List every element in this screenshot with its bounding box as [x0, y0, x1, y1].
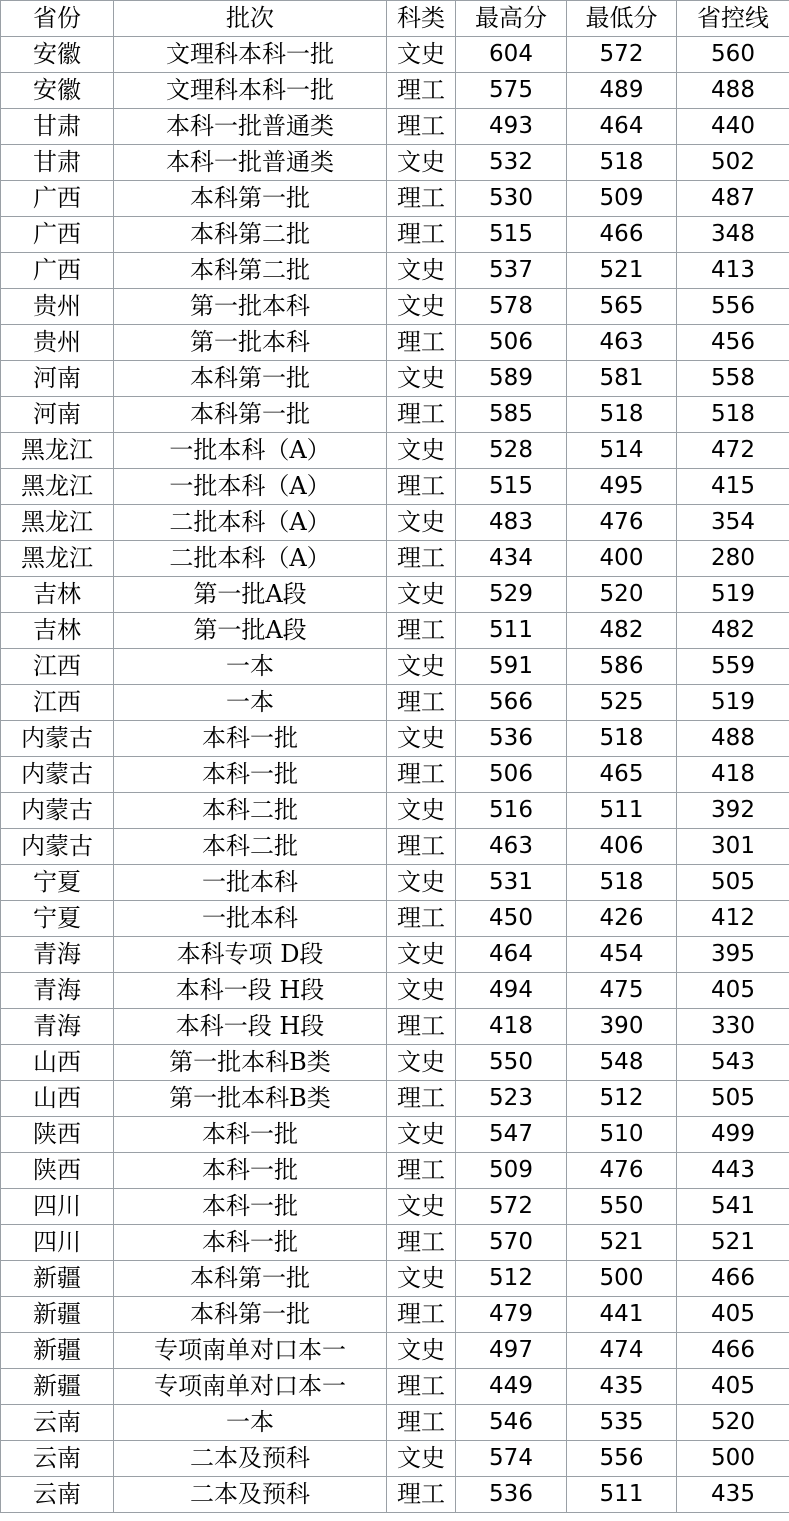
cell-max-score: 575: [456, 73, 567, 109]
cell-min-score: 586: [567, 649, 677, 685]
table-row: [1, 361, 789, 397]
cell-batch: 本科一批: [114, 721, 387, 757]
table-row: [1, 649, 789, 685]
cell-subject-type: 理工: [387, 757, 456, 793]
cell-max-score: 570: [456, 1225, 567, 1261]
cell-max-score: 493: [456, 109, 567, 145]
cell-province: 新疆: [1, 1261, 114, 1297]
cell-batch: 本科第一批: [114, 1261, 387, 1297]
cell-min-score: 565: [567, 289, 677, 325]
cell-province: 甘肃: [1, 109, 114, 145]
cell-min-score: 509: [567, 181, 677, 217]
cell-province: 吉林: [1, 613, 114, 649]
cell-subject-type: 文史: [387, 793, 456, 829]
table-row: [1, 145, 789, 181]
cell-control-line: 440: [677, 109, 789, 145]
cell-max-score: 547: [456, 1117, 567, 1153]
cell-control-line: 392: [677, 793, 789, 829]
cell-subject-type: 理工: [387, 829, 456, 865]
cell-province: 云南: [1, 1405, 114, 1441]
cell-subject-type: 理工: [387, 325, 456, 361]
cell-subject-type: 文史: [387, 1261, 456, 1297]
cell-control-line: 405: [677, 1297, 789, 1333]
cell-control-line: 405: [677, 973, 789, 1009]
table-row: [1, 1333, 789, 1369]
cell-min-score: 518: [567, 865, 677, 901]
cell-min-score: 548: [567, 1045, 677, 1081]
cell-control-line: 556: [677, 289, 789, 325]
cell-subject-type: 文史: [387, 577, 456, 613]
cell-province: 广西: [1, 253, 114, 289]
cell-min-score: 495: [567, 469, 677, 505]
cell-province: 安徽: [1, 37, 114, 73]
header-province: 省份: [1, 1, 114, 37]
cell-min-score: 406: [567, 829, 677, 865]
cell-province: 内蒙古: [1, 757, 114, 793]
cell-max-score: 515: [456, 217, 567, 253]
cell-batch: 本科一批: [114, 1153, 387, 1189]
cell-province: 青海: [1, 937, 114, 973]
cell-batch: 本科第二批: [114, 217, 387, 253]
header-batch: 批次: [114, 1, 387, 37]
cell-min-score: 510: [567, 1117, 677, 1153]
cell-subject-type: 文史: [387, 937, 456, 973]
header-max-score: 最高分: [456, 1, 567, 37]
cell-control-line: 559: [677, 649, 789, 685]
cell-province: 山西: [1, 1081, 114, 1117]
table-row: [1, 253, 789, 289]
cell-min-score: 476: [567, 505, 677, 541]
cell-batch: 第一批A段: [114, 577, 387, 613]
cell-min-score: 512: [567, 1081, 677, 1117]
table-row: [1, 1441, 789, 1477]
cell-subject-type: 文史: [387, 1333, 456, 1369]
cell-batch: 第一批本科: [114, 289, 387, 325]
table-row: [1, 1045, 789, 1081]
cell-subject-type: 文史: [387, 721, 456, 757]
cell-max-score: 523: [456, 1081, 567, 1117]
cell-max-score: 574: [456, 1441, 567, 1477]
cell-control-line: 519: [677, 685, 789, 721]
cell-batch: 本科一批普通类: [114, 145, 387, 181]
cell-province: 广西: [1, 217, 114, 253]
cell-subject-type: 理工: [387, 541, 456, 577]
cell-control-line: 412: [677, 901, 789, 937]
cell-province: 吉林: [1, 577, 114, 613]
cell-batch: 本科专项 D段: [114, 937, 387, 973]
cell-batch: 本科二批: [114, 829, 387, 865]
cell-batch: 本科一批普通类: [114, 109, 387, 145]
cell-batch: 第一批A段: [114, 613, 387, 649]
cell-min-score: 550: [567, 1189, 677, 1225]
table-row: [1, 37, 789, 73]
table-row: [1, 613, 789, 649]
header-subject-type: 科类: [387, 1, 456, 37]
cell-subject-type: 理工: [387, 109, 456, 145]
cell-min-score: 511: [567, 1477, 677, 1513]
cell-min-score: 525: [567, 685, 677, 721]
cell-batch: 第一批本科B类: [114, 1081, 387, 1117]
table-row: [1, 397, 789, 433]
cell-subject-type: 理工: [387, 181, 456, 217]
cell-max-score: 536: [456, 1477, 567, 1513]
cell-subject-type: 文史: [387, 433, 456, 469]
table-row: [1, 1081, 789, 1117]
cell-min-score: 511: [567, 793, 677, 829]
cell-control-line: 558: [677, 361, 789, 397]
cell-province: 甘肃: [1, 145, 114, 181]
cell-subject-type: 文史: [387, 37, 456, 73]
cell-min-score: 520: [567, 577, 677, 613]
cell-province: 黑龙江: [1, 505, 114, 541]
cell-control-line: 519: [677, 577, 789, 613]
cell-subject-type: 理工: [387, 685, 456, 721]
cell-min-score: 500: [567, 1261, 677, 1297]
cell-min-score: 556: [567, 1441, 677, 1477]
cell-subject-type: 文史: [387, 145, 456, 181]
cell-province: 黑龙江: [1, 541, 114, 577]
cell-batch: 二本及预科: [114, 1441, 387, 1477]
cell-batch: 专项南单对口本一: [114, 1369, 387, 1405]
cell-max-score: 506: [456, 325, 567, 361]
cell-subject-type: 理工: [387, 217, 456, 253]
cell-subject-type: 理工: [387, 73, 456, 109]
cell-max-score: 531: [456, 865, 567, 901]
cell-province: 河南: [1, 397, 114, 433]
cell-max-score: 546: [456, 1405, 567, 1441]
cell-max-score: 516: [456, 793, 567, 829]
cell-control-line: 500: [677, 1441, 789, 1477]
cell-min-score: 466: [567, 217, 677, 253]
cell-province: 贵州: [1, 289, 114, 325]
cell-max-score: 589: [456, 361, 567, 397]
cell-control-line: 502: [677, 145, 789, 181]
cell-control-line: 301: [677, 829, 789, 865]
cell-min-score: 514: [567, 433, 677, 469]
cell-province: 安徽: [1, 73, 114, 109]
table-row: [1, 901, 789, 937]
cell-batch: 本科二批: [114, 793, 387, 829]
cell-batch: 二本及预科: [114, 1477, 387, 1513]
cell-max-score: 532: [456, 145, 567, 181]
cell-max-score: 418: [456, 1009, 567, 1045]
cell-province: 青海: [1, 973, 114, 1009]
cell-control-line: 418: [677, 757, 789, 793]
cell-batch: 本科一段 H段: [114, 973, 387, 1009]
cell-province: 四川: [1, 1189, 114, 1225]
cell-max-score: 515: [456, 469, 567, 505]
table-row: [1, 973, 789, 1009]
cell-province: 陕西: [1, 1117, 114, 1153]
cell-batch: 文理科本科一批: [114, 37, 387, 73]
cell-control-line: 488: [677, 73, 789, 109]
cell-subject-type: 理工: [387, 1081, 456, 1117]
cell-subject-type: 理工: [387, 1477, 456, 1513]
cell-control-line: 520: [677, 1405, 789, 1441]
cell-province: 江西: [1, 649, 114, 685]
cell-province: 河南: [1, 361, 114, 397]
cell-control-line: 413: [677, 253, 789, 289]
cell-batch: 专项南单对口本一: [114, 1333, 387, 1369]
table-row: [1, 289, 789, 325]
cell-max-score: 572: [456, 1189, 567, 1225]
table-row: [1, 1009, 789, 1045]
cell-province: 云南: [1, 1441, 114, 1477]
cell-subject-type: 文史: [387, 865, 456, 901]
cell-control-line: 348: [677, 217, 789, 253]
cell-province: 宁夏: [1, 901, 114, 937]
cell-control-line: 456: [677, 325, 789, 361]
cell-subject-type: 文史: [387, 289, 456, 325]
table-row: [1, 721, 789, 757]
cell-control-line: 466: [677, 1333, 789, 1369]
cell-min-score: 400: [567, 541, 677, 577]
cell-batch: 第一批本科B类: [114, 1045, 387, 1081]
cell-batch: 本科一批: [114, 1225, 387, 1261]
cell-subject-type: 文史: [387, 505, 456, 541]
cell-control-line: 435: [677, 1477, 789, 1513]
cell-min-score: 463: [567, 325, 677, 361]
cell-subject-type: 理工: [387, 613, 456, 649]
cell-batch: 本科第一批: [114, 361, 387, 397]
cell-province: 四川: [1, 1225, 114, 1261]
table-row: [1, 1369, 789, 1405]
cell-control-line: 488: [677, 721, 789, 757]
cell-max-score: 449: [456, 1369, 567, 1405]
cell-min-score: 464: [567, 109, 677, 145]
cell-max-score: 497: [456, 1333, 567, 1369]
cell-province: 广西: [1, 181, 114, 217]
table-row: [1, 73, 789, 109]
cell-subject-type: 理工: [387, 469, 456, 505]
cell-batch: 本科第一批: [114, 1297, 387, 1333]
cell-max-score: 537: [456, 253, 567, 289]
cell-max-score: 450: [456, 901, 567, 937]
cell-max-score: 464: [456, 937, 567, 973]
cell-province: 黑龙江: [1, 433, 114, 469]
cell-subject-type: 文史: [387, 1045, 456, 1081]
cell-max-score: 591: [456, 649, 567, 685]
cell-subject-type: 文史: [387, 973, 456, 1009]
cell-control-line: 472: [677, 433, 789, 469]
header-control-line: 省控线: [677, 1, 789, 37]
cell-batch: 一批本科: [114, 901, 387, 937]
table-row: [1, 1405, 789, 1441]
cell-min-score: 518: [567, 397, 677, 433]
cell-max-score: 494: [456, 973, 567, 1009]
cell-min-score: 518: [567, 721, 677, 757]
cell-control-line: 499: [677, 1117, 789, 1153]
cell-province: 贵州: [1, 325, 114, 361]
cell-max-score: 528: [456, 433, 567, 469]
cell-subject-type: 文史: [387, 361, 456, 397]
cell-batch: 一批本科（A）: [114, 433, 387, 469]
cell-subject-type: 理工: [387, 1153, 456, 1189]
cell-batch: 第一批本科: [114, 325, 387, 361]
cell-control-line: 395: [677, 937, 789, 973]
cell-min-score: 476: [567, 1153, 677, 1189]
table-row: [1, 793, 789, 829]
cell-max-score: 506: [456, 757, 567, 793]
cell-max-score: 434: [456, 541, 567, 577]
table-row: [1, 325, 789, 361]
table-row: [1, 577, 789, 613]
cell-subject-type: 文史: [387, 253, 456, 289]
cell-province: 陕西: [1, 1153, 114, 1189]
cell-min-score: 521: [567, 253, 677, 289]
cell-province: 宁夏: [1, 865, 114, 901]
cell-control-line: 541: [677, 1189, 789, 1225]
cell-min-score: 482: [567, 613, 677, 649]
cell-control-line: 330: [677, 1009, 789, 1045]
cell-max-score: 536: [456, 721, 567, 757]
header-min-score: 最低分: [567, 1, 677, 37]
cell-control-line: 443: [677, 1153, 789, 1189]
cell-subject-type: 理工: [387, 1009, 456, 1045]
cell-max-score: 604: [456, 37, 567, 73]
cell-batch: 一本: [114, 1405, 387, 1441]
cell-province: 内蒙古: [1, 829, 114, 865]
cell-control-line: 518: [677, 397, 789, 433]
table-row: [1, 181, 789, 217]
cell-batch: 二批本科（A）: [114, 541, 387, 577]
cell-subject-type: 理工: [387, 397, 456, 433]
cell-max-score: 479: [456, 1297, 567, 1333]
table-row: [1, 1225, 789, 1261]
cell-batch: 本科一批: [114, 1189, 387, 1225]
table-row: [1, 433, 789, 469]
cell-min-score: 475: [567, 973, 677, 1009]
cell-batch: 一本: [114, 685, 387, 721]
cell-batch: 本科第一批: [114, 397, 387, 433]
cell-max-score: 483: [456, 505, 567, 541]
table-row: [1, 1153, 789, 1189]
table-row: [1, 469, 789, 505]
cell-subject-type: 理工: [387, 901, 456, 937]
cell-subject-type: 理工: [387, 1369, 456, 1405]
cell-subject-type: 文史: [387, 1117, 456, 1153]
cell-subject-type: 文史: [387, 1189, 456, 1225]
cell-province: 黑龙江: [1, 469, 114, 505]
cell-subject-type: 理工: [387, 1297, 456, 1333]
cell-max-score: 512: [456, 1261, 567, 1297]
cell-min-score: 441: [567, 1297, 677, 1333]
cell-min-score: 535: [567, 1405, 677, 1441]
cell-min-score: 465: [567, 757, 677, 793]
cell-control-line: 487: [677, 181, 789, 217]
table-row: [1, 1297, 789, 1333]
table-row: [1, 109, 789, 145]
table-row: [1, 829, 789, 865]
cell-subject-type: 理工: [387, 1225, 456, 1261]
table-row: [1, 1189, 789, 1225]
cell-subject-type: 文史: [387, 1441, 456, 1477]
table-row: [1, 1261, 789, 1297]
cell-batch: 一批本科: [114, 865, 387, 901]
cell-batch: 一批本科（A）: [114, 469, 387, 505]
cell-control-line: 466: [677, 1261, 789, 1297]
cell-control-line: 280: [677, 541, 789, 577]
cell-control-line: 354: [677, 505, 789, 541]
table-row: [1, 937, 789, 973]
cell-subject-type: 文史: [387, 649, 456, 685]
table-row: [1, 757, 789, 793]
cell-province: 内蒙古: [1, 793, 114, 829]
cell-max-score: 550: [456, 1045, 567, 1081]
cell-max-score: 566: [456, 685, 567, 721]
cell-province: 云南: [1, 1477, 114, 1513]
cell-batch: 本科第一批: [114, 181, 387, 217]
cell-max-score: 509: [456, 1153, 567, 1189]
cell-batch: 二批本科（A）: [114, 505, 387, 541]
cell-min-score: 454: [567, 937, 677, 973]
cell-batch: 本科一批: [114, 1117, 387, 1153]
table-row: [1, 865, 789, 901]
cell-min-score: 474: [567, 1333, 677, 1369]
cell-province: 新疆: [1, 1333, 114, 1369]
cell-max-score: 578: [456, 289, 567, 325]
cell-province: 新疆: [1, 1297, 114, 1333]
table-row: [1, 685, 789, 721]
cell-batch: 本科一批: [114, 757, 387, 793]
table-body: [1, 37, 789, 1513]
cell-min-score: 521: [567, 1225, 677, 1261]
table-row: [1, 1477, 789, 1513]
cell-max-score: 530: [456, 181, 567, 217]
cell-min-score: 581: [567, 361, 677, 397]
cell-control-line: 505: [677, 1081, 789, 1117]
cell-min-score: 426: [567, 901, 677, 937]
cell-batch: 本科第二批: [114, 253, 387, 289]
cell-min-score: 390: [567, 1009, 677, 1045]
cell-max-score: 585: [456, 397, 567, 433]
cell-control-line: 543: [677, 1045, 789, 1081]
cell-province: 青海: [1, 1009, 114, 1045]
cell-max-score: 511: [456, 613, 567, 649]
cell-control-line: 521: [677, 1225, 789, 1261]
cell-min-score: 435: [567, 1369, 677, 1405]
cell-province: 新疆: [1, 1369, 114, 1405]
table-row: [1, 217, 789, 253]
table-row: [1, 541, 789, 577]
cell-control-line: 482: [677, 613, 789, 649]
cell-batch: 一本: [114, 649, 387, 685]
table-row: [1, 1117, 789, 1153]
cell-min-score: 572: [567, 37, 677, 73]
cell-province: 江西: [1, 685, 114, 721]
cell-control-line: 505: [677, 865, 789, 901]
cell-max-score: 529: [456, 577, 567, 613]
cell-subject-type: 理工: [387, 1405, 456, 1441]
cell-batch: 文理科本科一批: [114, 73, 387, 109]
cell-control-line: 405: [677, 1369, 789, 1405]
cell-control-line: 560: [677, 37, 789, 73]
table-row: [1, 505, 789, 541]
cell-max-score: 463: [456, 829, 567, 865]
cell-province: 山西: [1, 1045, 114, 1081]
cell-min-score: 489: [567, 73, 677, 109]
cell-min-score: 518: [567, 145, 677, 181]
cell-batch: 本科一段 H段: [114, 1009, 387, 1045]
cell-control-line: 415: [677, 469, 789, 505]
header-row: [1, 1, 789, 37]
cell-province: 内蒙古: [1, 721, 114, 757]
